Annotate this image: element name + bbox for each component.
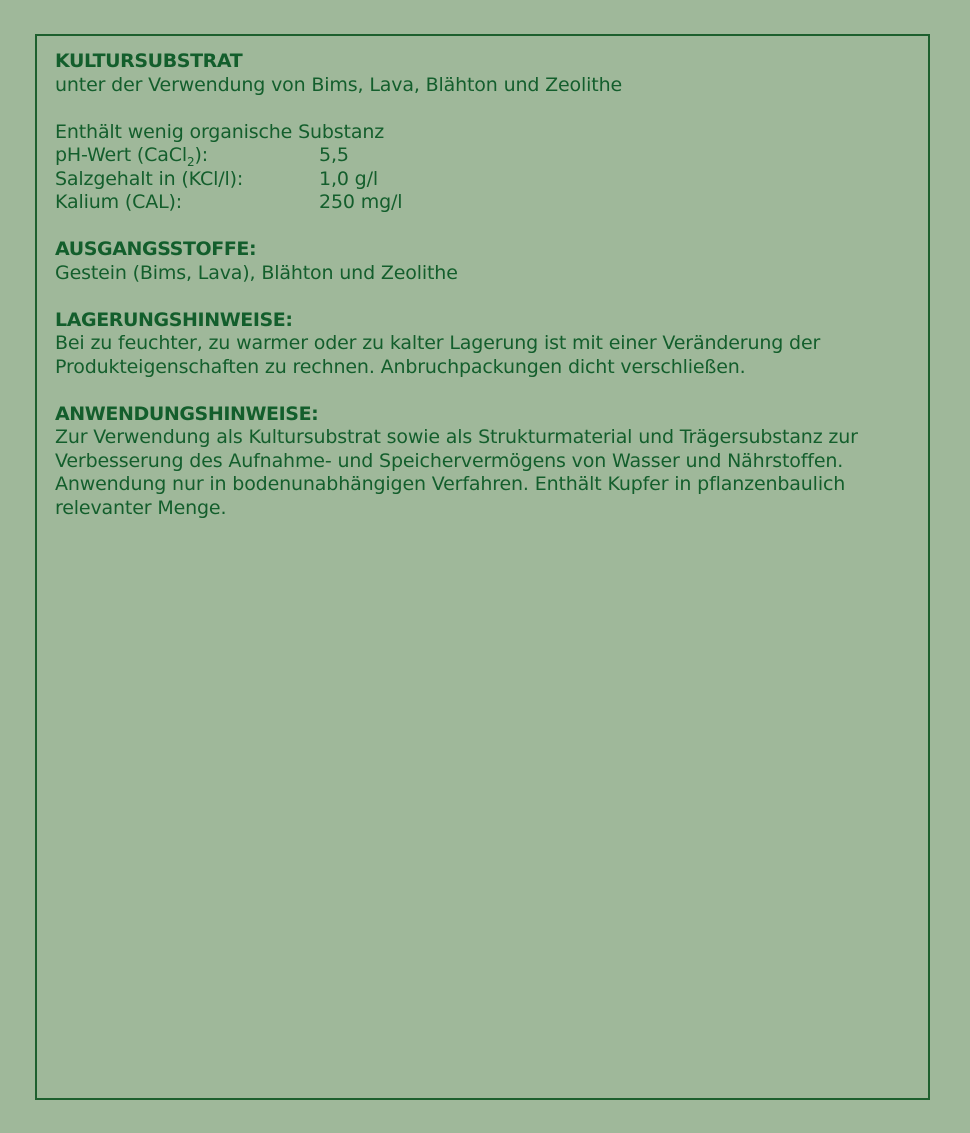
property-label-ph-subscript: 2 bbox=[187, 154, 195, 169]
anwendung-line: Verbesserung des Aufnahme- und Speichervermögens von Wasser und Nährstoffen. bbox=[55, 449, 844, 472]
property-label-ph-text: pH-Wert (CaCl bbox=[55, 144, 188, 166]
properties-section bbox=[55, 121, 910, 215]
header-section bbox=[55, 50, 910, 97]
lagerung-section bbox=[55, 309, 910, 380]
anwendung-line: relevanter Menge. bbox=[55, 496, 227, 519]
property-label-ph bbox=[55, 144, 319, 168]
label-content bbox=[55, 50, 910, 544]
property-value-salt: 1,0 g/l bbox=[319, 167, 378, 190]
property-row-kalium bbox=[55, 191, 910, 215]
property-row-salt bbox=[55, 168, 910, 192]
ausgangsstoffe-section bbox=[55, 238, 910, 285]
lagerung-heading: LAGERUNGSHINWEISE: bbox=[55, 308, 293, 331]
lagerung-line: Produkteigenschaften zu rechnen. Anbruchpackungen dicht verschließen. bbox=[55, 355, 746, 378]
product-title: KULTURSUBSTRAT bbox=[55, 50, 243, 72]
property-row-ph bbox=[55, 144, 910, 168]
ausgangsstoffe-heading: AUSGANGSSTOFFE: bbox=[55, 238, 257, 260]
ausgangsstoffe-text: Gestein (Bims, Lava), Blähton und Zeolithe bbox=[55, 261, 458, 284]
anwendung-line: Zur Verwendung als Kultursubstrat sowie als Strukturmaterial und Trägersubstanz zur bbox=[55, 426, 858, 448]
anwendung-heading: ANWENDUNGSHINWEISE: bbox=[55, 402, 319, 425]
anwendung-line: Anwendung nur in bodenunabhängigen Verfahren. Enthält Kupfer in pflanzenbaulich bbox=[55, 473, 846, 495]
property-value-kalium: 250 mg/l bbox=[319, 191, 403, 213]
property-label-salt: Salzgehalt in (KCl/l): bbox=[55, 167, 244, 190]
properties-intro: Enthält wenig organische Substanz bbox=[55, 120, 385, 143]
label-panel bbox=[35, 34, 930, 1100]
lagerung-line: Bei zu feuchter, zu warmer oder zu kalter Lagerung ist mit einer Veränderung der bbox=[55, 332, 821, 354]
property-label-kalium: Kalium (CAL): bbox=[55, 191, 183, 213]
property-value-ph: 5,5 bbox=[319, 144, 349, 166]
property-label-ph-suffix: ): bbox=[194, 144, 209, 166]
product-subtitle: unter der Verwendung von Bims, Lava, Blähton und Zeolithe bbox=[55, 73, 623, 96]
anwendung-section bbox=[55, 403, 910, 521]
